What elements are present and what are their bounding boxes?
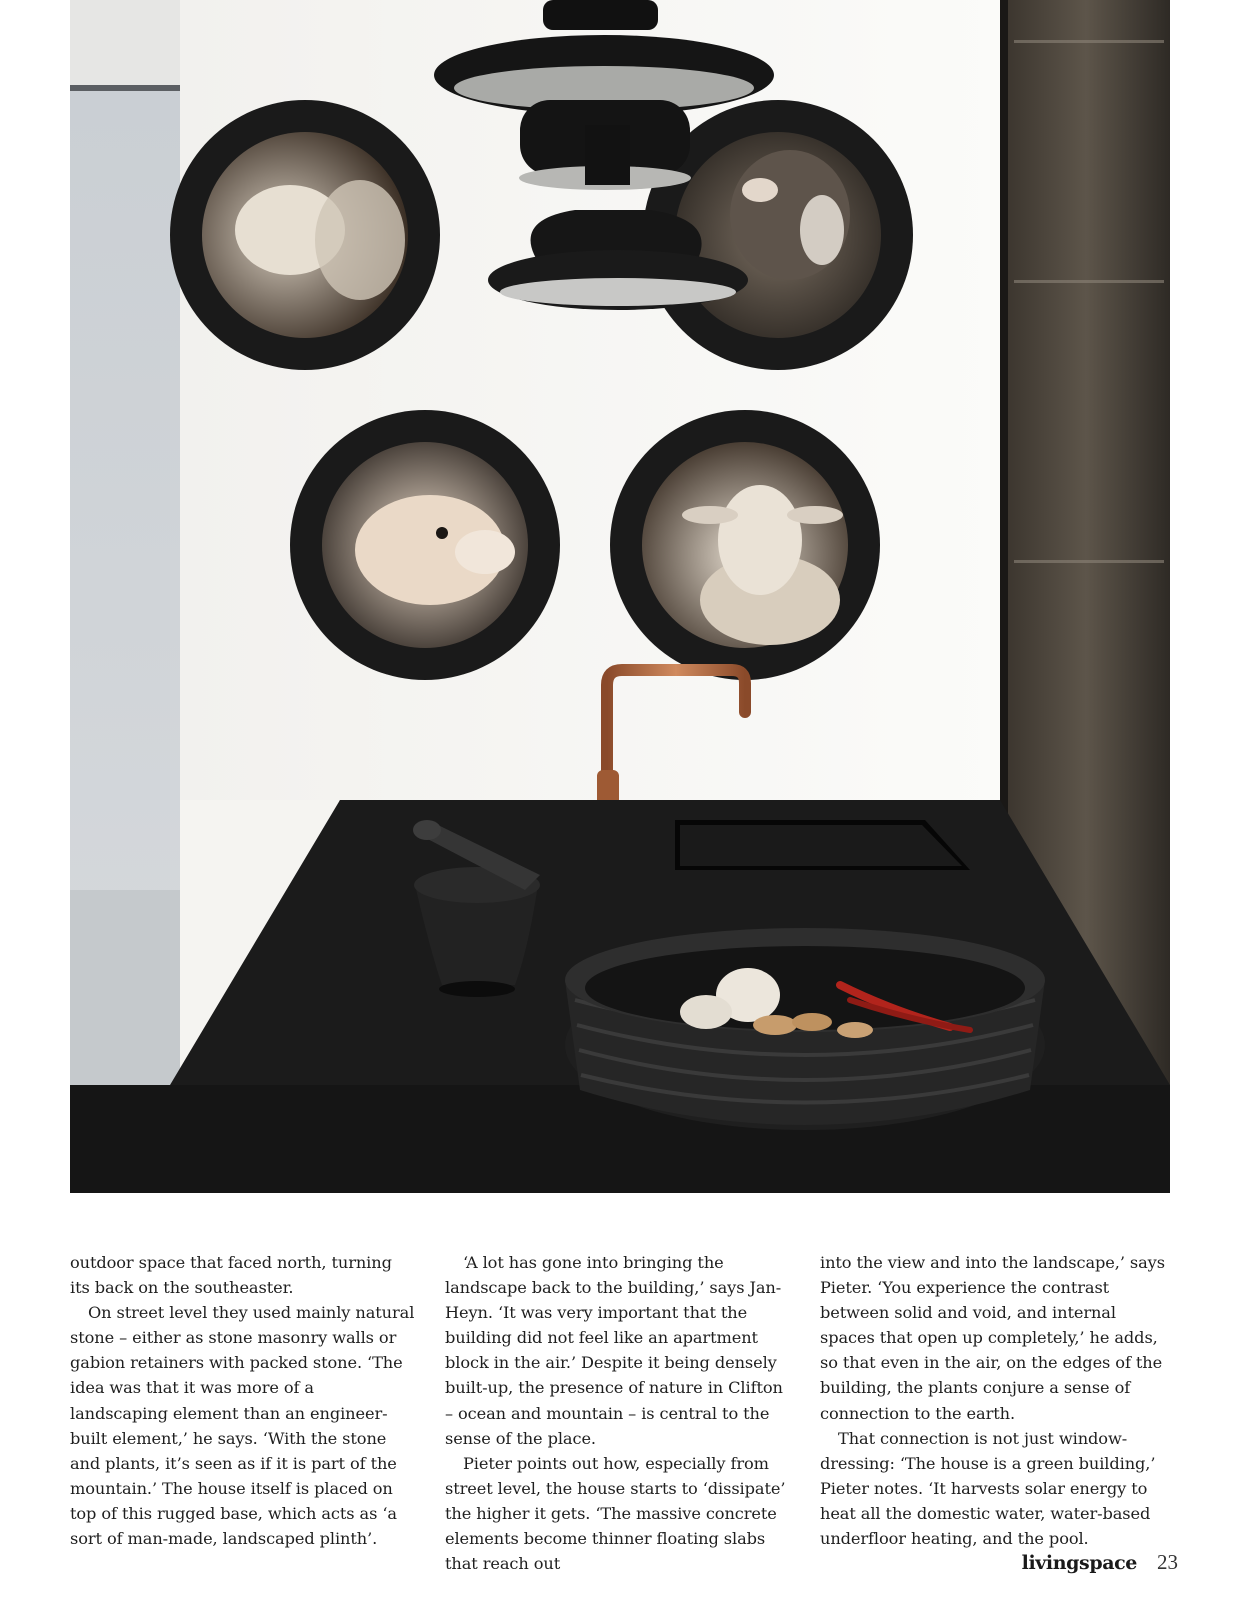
bowl-with-garlic-and-chillies — [565, 928, 1045, 1130]
page-footer — [1022, 1550, 1178, 1575]
paragraph: That connection is not just window-dressing: ‘The house is a green building,’ Pieter notes. ‘It harvests solar energy to heat all the domestic water, water-based underfloor heating, and the pool. — [820, 1428, 1156, 1549]
paragraph: ‘A lot has gone into bringing the landscape back to the building,’ says Jan-Heyn. ‘It was very important that the building did not feel like an apartment block in the air.’ Despite it being densely built-up, the presence of nature in Clifton – ocean and mountain – is central to the sense of the place. — [445, 1253, 783, 1448]
magazine-brand: livingspace — [1021, 1552, 1137, 1574]
article-column-3 — [820, 1250, 1165, 1551]
kitchen-photo — [70, 0, 1170, 1193]
article-column-1 — [70, 1250, 415, 1551]
paragraph: into the view and into the landscape,’ says Pieter. ‘You experience the contrast between solid and void, and internal spaces that open up completely,’ he adds, so that even in the air, on the edges of the building, the plants conjure a sense of connection to the earth. — [820, 1253, 1165, 1423]
calf-portrait-plate — [290, 410, 560, 680]
page-number: 23 — [1157, 1550, 1178, 1574]
paragraph: Pieter points out how, especially from street level, the house starts to ‘dissipate’ the higher it gets. ‘The massive concrete elements become thinner floating slabs that reach out — [445, 1453, 786, 1574]
paragraph: On street level they used mainly natural stone – either as stone masonry walls or gabion retainers with packed stone. ‘The idea was that it was more of a landscaping element than an engineer-built element,’ he says. ‘With the stone and plants, it’s seen as if it is part of the mountain.’ The house itself is placed on top of this rugged base, which acts as ‘a sort of man-made, landscaped plinth’. — [70, 1303, 415, 1549]
paragraph: outdoor space that faced north, turning its back on the southeaster. — [70, 1253, 392, 1298]
sheep-portrait-plate — [170, 100, 440, 370]
article-column-2 — [445, 1250, 790, 1576]
lamb-portrait-plate — [610, 410, 880, 680]
